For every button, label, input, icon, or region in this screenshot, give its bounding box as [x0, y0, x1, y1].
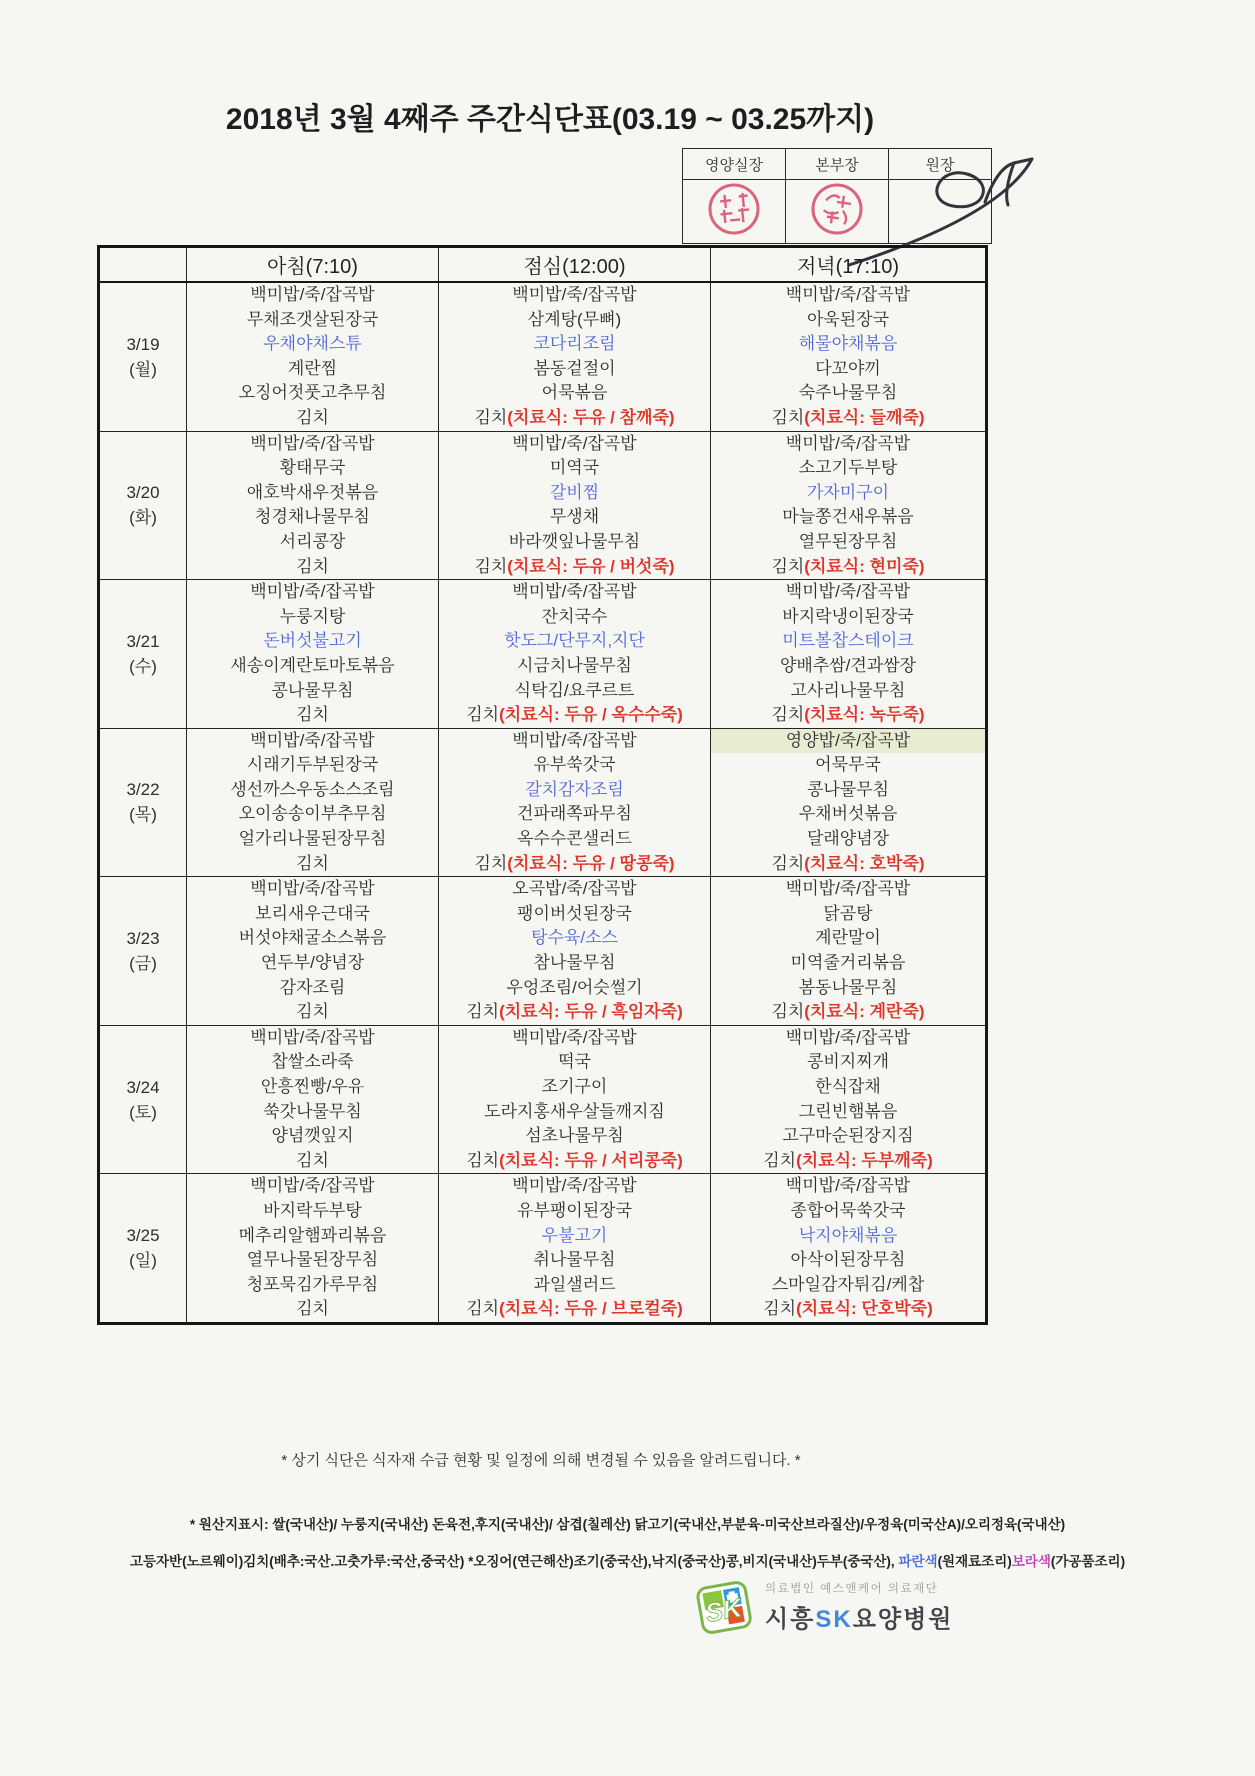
- blue-legend-label: 파란색: [898, 1554, 938, 1569]
- menu-item: 김치: [296, 1299, 329, 1319]
- menu-item: 오곡밥/죽/잡곡밥: [512, 879, 637, 899]
- menu-item: 팽이버섯된장국: [517, 903, 632, 923]
- menu-item: 바지락냉이된장국: [782, 606, 914, 626]
- menu-item: 찹쌀소라죽: [271, 1052, 354, 1072]
- approval-stamp-cell-1: [683, 180, 786, 244]
- dinner-menu: [711, 877, 987, 1026]
- approval-label-division-head: 본부장: [786, 149, 889, 180]
- menu-item: 다꼬야끼: [815, 358, 881, 378]
- menu-item: 양념깻잎지: [271, 1126, 354, 1146]
- menu-item: 봄동나물무침: [798, 977, 898, 997]
- origin-note-text: 고등자반(노르웨이)김치(배추:국산.고춧가루:국산,중국산) *오징어(연근해산)조기(중국산),낙지(중국산)콩,비지(국내산)두부(중국산),: [129, 1554, 899, 1569]
- menu-item: 청포묵김가루무침: [246, 1274, 379, 1294]
- menu-item: 백미밥/죽/잡곡밥: [785, 1176, 911, 1196]
- day-label: 3/21 (수): [99, 580, 187, 729]
- menu-item: 청경채나물무침: [255, 507, 370, 527]
- menu-item: 백미밥/죽/잡곡밥: [250, 879, 375, 899]
- hospital-name-post: 요양병원: [852, 1606, 954, 1633]
- dinner-menu: [711, 1025, 987, 1174]
- menu-item: 김치(치료식: 두유 / 버섯죽): [474, 556, 675, 576]
- menu-item: 삼계탕(무뼈): [527, 309, 622, 329]
- weekly-menu-table: [97, 245, 988, 1325]
- menu-item: 백미밥/죽/잡곡밥: [512, 1027, 637, 1047]
- menu-item: 코다리조림: [533, 334, 616, 354]
- menu-item: 백미밥/죽/잡곡밥: [250, 433, 375, 453]
- menu-item: 무채조갯살된장국: [246, 309, 379, 329]
- breakfast-menu: [187, 1025, 439, 1174]
- menu-item: 양배추쌈/견과쌈장: [779, 655, 917, 675]
- hospital-logo-text: [765, 1580, 953, 1634]
- menu-item: 계란말이: [815, 928, 881, 948]
- menu-item: 김치(치료식: 현미죽): [771, 556, 925, 576]
- menu-item: 김치(치료식: 녹두죽): [771, 705, 925, 725]
- menu-item: 핫도그/단무지,지단: [504, 631, 645, 651]
- menu-item: 콩비지찌개: [806, 1052, 890, 1072]
- menu-item: 김치: [296, 1002, 329, 1022]
- foundation-name: 의료법인 예스앤케어 의료재단: [765, 1583, 939, 1595]
- menu-item: 백미밥/죽/잡곡밥: [512, 730, 637, 750]
- page-title: 2018년 3월 4째주 주간식단표(03.19 ~ 03.25까지): [225, 103, 875, 136]
- menu-item: 우엉조림/어슷썰기: [506, 977, 643, 997]
- menu-item: 콩나물무침: [806, 779, 890, 799]
- origin-note-line1: * 원산지표시: 쌀(국내산)/ 누룽지(국내산) 돈육전,후지(국내산)/ 삼겹(칠레산) 닭고기(국내산,부분육-미국산브라질산)/우정육(미국산A)/오리정육(국내산): [189, 1517, 1066, 1532]
- menu-item: 김치(치료식: 두유 / 흑임자죽): [466, 1002, 683, 1022]
- menu-item: 해물야채볶음: [798, 334, 898, 354]
- hospital-logo: [693, 1576, 953, 1638]
- header-lunch: 점심(12:00): [439, 247, 711, 283]
- menu-item: 유부팽이된장국: [517, 1200, 632, 1220]
- menu-item: 김치: [296, 1150, 329, 1170]
- lunch-menu: [439, 431, 711, 580]
- menu-item: 계란찜: [287, 358, 338, 378]
- menu-item: 생선까스우동소스조림: [230, 779, 395, 799]
- breakfast-menu: [187, 282, 439, 431]
- lunch-menu: [439, 877, 711, 1026]
- menu-item: 콩나물무침: [271, 680, 354, 700]
- menu-item: 백미밥/죽/잡곡밥: [785, 433, 911, 453]
- menu-item: 백미밥/죽/잡곡밥: [785, 285, 911, 304]
- menu-item: 서리콩장: [279, 531, 346, 551]
- menu-item: 무생채: [549, 507, 600, 527]
- day-label: 3/22 (목): [99, 728, 187, 877]
- menu-item: 김치(치료식: 두부깨죽): [763, 1150, 933, 1170]
- menu-item: 도라지홍새우살들깨지짐: [484, 1101, 665, 1121]
- menu-item: 애호박새우젓볶음: [246, 482, 379, 502]
- red-seal-stamp-icon: [808, 180, 866, 238]
- menu-item: 백미밥/죽/잡곡밥: [785, 582, 911, 602]
- menu-item: 감자조림: [279, 977, 346, 997]
- menu-item: 김치: [296, 853, 329, 873]
- menu-item: 우채버섯볶음: [798, 804, 898, 824]
- dinner-menu: [711, 282, 987, 431]
- menu-item: 참나물무침: [533, 953, 616, 973]
- menu-item: 닭곰탕: [823, 903, 873, 923]
- menu-item: 돈버섯불고기: [263, 631, 362, 651]
- dinner-menu: [711, 431, 987, 580]
- menu-item: 연두부/양념장: [260, 953, 365, 973]
- purple-legend-label: 보라색: [1011, 1554, 1051, 1569]
- hospital-name-sk: SK: [815, 1606, 853, 1633]
- day-label: 3/24 (토): [99, 1025, 187, 1174]
- menu-item: 백미밥/죽/잡곡밥: [512, 582, 637, 602]
- menu-item: 메추리알햄꽈리볶음: [238, 1225, 387, 1245]
- menu-item: 김치(치료식: 두유 / 서리콩죽): [466, 1150, 683, 1170]
- day-label: 3/19 (월): [99, 282, 187, 431]
- approval-stamp-cell-2: [786, 180, 889, 244]
- menu-item: 과일샐러드: [533, 1274, 616, 1294]
- menu-item: 탕수육/소스: [531, 928, 618, 948]
- change-notice: * 상기 식단은 식자재 수급 현황 및 일정에 의해 변경될 수 있음을 알려드립니다. *: [281, 1452, 801, 1469]
- menu-item: 그린빈햄볶음: [798, 1101, 898, 1121]
- header-dinner: 저녁(17:10): [711, 247, 987, 283]
- menu-item: 김치(치료식: 두유 / 브로컬죽): [466, 1299, 683, 1319]
- menu-row-3-19: [99, 282, 987, 431]
- menu-item: 오이송송이부추무침: [238, 804, 387, 824]
- approval-box: [682, 148, 992, 244]
- menu-item: 영양밥/죽/잡곡밥: [711, 729, 985, 754]
- menu-item: 김치(치료식: 단호박죽): [763, 1299, 933, 1319]
- menu-row-3-23: [99, 877, 987, 1026]
- menu-item: 갈치감자조림: [525, 779, 624, 799]
- menu-item: 바지락두부탕: [263, 1200, 362, 1220]
- header-day: [99, 247, 187, 283]
- day-label: 3/25 (일): [99, 1174, 187, 1324]
- menu-item: 건파래쪽파무침: [517, 804, 632, 824]
- menu-row-3-24: [99, 1025, 987, 1174]
- menu-item: 조기구이: [541, 1077, 608, 1096]
- menu-row-3-22: [99, 728, 987, 877]
- menu-item: 잔치국수: [541, 606, 608, 626]
- menu-item: 백미밥/죽/잡곡밥: [512, 285, 637, 304]
- dinner-menu: [711, 1174, 987, 1324]
- menu-item: 바라깻잎나물무침: [508, 531, 641, 551]
- menu-item: 버섯야채굴소스볶음: [238, 928, 387, 948]
- menu-item: 봄동겉절이: [533, 358, 616, 378]
- day-label: 3/23 (금): [99, 877, 187, 1026]
- menu-item: 열무된장무침: [798, 531, 898, 551]
- header-breakfast: 아침(7:10): [187, 247, 439, 283]
- menu-item: 열무나물된장무침: [246, 1250, 379, 1270]
- menu-item: 고구마순된장지짐: [782, 1126, 914, 1146]
- menu-item: 어묵무국: [815, 755, 881, 775]
- menu-item: 백미밥/죽/잡곡밥: [512, 433, 637, 453]
- hospital-name: [765, 1599, 953, 1634]
- menu-item: 한식잡채: [815, 1077, 881, 1096]
- lunch-menu: [439, 1174, 711, 1324]
- menu-item: 오징어젓풋고추무침: [238, 383, 387, 403]
- menu-item: 옥수수콘샐러드: [517, 829, 632, 849]
- menu-item: 스마일감자튀김/케찹: [771, 1274, 925, 1294]
- breakfast-menu: [187, 728, 439, 877]
- menu-item: 떡국: [558, 1052, 591, 1072]
- breakfast-menu: [187, 580, 439, 729]
- menu-item: 얼가리나물된장무침: [238, 829, 387, 849]
- menu-item: 숙주나물무침: [798, 383, 898, 403]
- menu-item: 김치(치료식: 두유 / 참깨죽): [474, 407, 675, 427]
- hospital-name-pre: 시흥: [765, 1606, 816, 1633]
- menu-item: 시금치나물무침: [517, 655, 632, 675]
- menu-item: 황태무국: [279, 458, 346, 478]
- red-seal-stamp-icon: [705, 180, 763, 238]
- menu-item: 우채야채스튜: [263, 334, 362, 354]
- menu-row-3-20: [99, 431, 987, 580]
- menu-header-row: [99, 247, 987, 283]
- menu-row-3-21: [99, 580, 987, 729]
- breakfast-menu: [187, 431, 439, 580]
- lunch-menu: [439, 282, 711, 431]
- origin-note-line2: [0, 1550, 1255, 1570]
- menu-item: 김치(치료식: 호박죽): [771, 853, 925, 873]
- lunch-menu: [439, 1025, 711, 1174]
- menu-item: 백미밥/죽/잡곡밥: [785, 879, 911, 899]
- menu-row-3-25: [99, 1174, 987, 1324]
- sk-logo-mark-icon: [693, 1576, 755, 1638]
- menu-item: 어묵볶음: [541, 383, 608, 403]
- breakfast-menu: [187, 877, 439, 1026]
- origin-note-text: (원재료조리): [937, 1554, 1012, 1569]
- day-label: 3/20 (화): [99, 431, 187, 580]
- menu-item: 아욱된장국: [806, 309, 890, 329]
- menu-item: 김치(치료식: 두유 / 땅콩죽): [474, 853, 675, 873]
- menu-item: 가자미구이: [806, 482, 890, 502]
- approval-label-nutrition-chief: 영양실장: [683, 149, 786, 180]
- menu-item: 김치: [296, 407, 329, 427]
- approval-signature-cell: [889, 180, 992, 244]
- menu-item: 고사리나물무침: [790, 680, 906, 700]
- menu-item: 김치(치료식: 들깨죽): [771, 407, 925, 427]
- menu-item: 낙지야채볶음: [798, 1225, 898, 1245]
- menu-item: 소고기두부탕: [798, 458, 898, 478]
- menu-item: 미트볼찹스테이크: [782, 631, 914, 651]
- menu-item: 미역국: [549, 458, 600, 478]
- menu-item: 백미밥/죽/잡곡밥: [250, 285, 375, 304]
- menu-item: 보리새우근대국: [255, 903, 370, 923]
- dinner-menu: [711, 580, 987, 729]
- menu-item: 우불고기: [541, 1225, 608, 1245]
- menu-item: 백미밥/죽/잡곡밥: [512, 1176, 637, 1196]
- menu-item: 김치: [296, 556, 329, 576]
- menu-item: 아삭이된장무침: [790, 1250, 906, 1270]
- menu-item: 김치: [296, 705, 329, 725]
- menu-item: 마늘쫑건새우볶음: [782, 507, 914, 527]
- menu-item: 김치(치료식: 계란죽): [771, 1002, 925, 1022]
- menu-item: 취나물무침: [533, 1250, 616, 1270]
- menu-item: 시래기두부된장국: [246, 755, 379, 775]
- lunch-menu: [439, 580, 711, 729]
- menu-item: 누룽지탕: [279, 606, 346, 626]
- menu-item: 종합어묵쑥갓국: [790, 1200, 906, 1220]
- menu-item: 백미밥/죽/잡곡밥: [250, 1027, 375, 1047]
- menu-item: 달래양념장: [806, 829, 890, 849]
- lunch-menu: [439, 728, 711, 877]
- menu-item: 안흥찐빵/우유: [260, 1077, 365, 1096]
- menu-item: 백미밥/죽/잡곡밥: [250, 582, 375, 602]
- approval-label-director: 원장: [889, 149, 992, 180]
- dinner-menu: [711, 728, 987, 877]
- menu-item: 백미밥/죽/잡곡밥: [250, 1176, 375, 1196]
- menu-item: 미역줄거리볶음: [790, 953, 906, 973]
- breakfast-menu: [187, 1174, 439, 1324]
- svg-text:SK: SK: [703, 1592, 744, 1629]
- menu-item: 유부쑥갓국: [533, 755, 616, 775]
- menu-item: 쑥갓나물무침: [263, 1101, 362, 1121]
- menu-item: 식탁김/요쿠르트: [514, 680, 635, 700]
- menu-item: 섬초나물무침: [525, 1126, 624, 1146]
- menu-item: 갈비찜: [549, 482, 600, 502]
- menu-item: 백미밥/죽/잡곡밥: [250, 730, 375, 750]
- menu-item: 김치(치료식: 두유 / 옥수수죽): [466, 705, 683, 725]
- origin-note-text: (가공품조리): [1050, 1554, 1126, 1569]
- menu-item: 새송이계란토마토볶음: [230, 655, 395, 675]
- menu-item: 백미밥/죽/잡곡밥: [785, 1027, 911, 1047]
